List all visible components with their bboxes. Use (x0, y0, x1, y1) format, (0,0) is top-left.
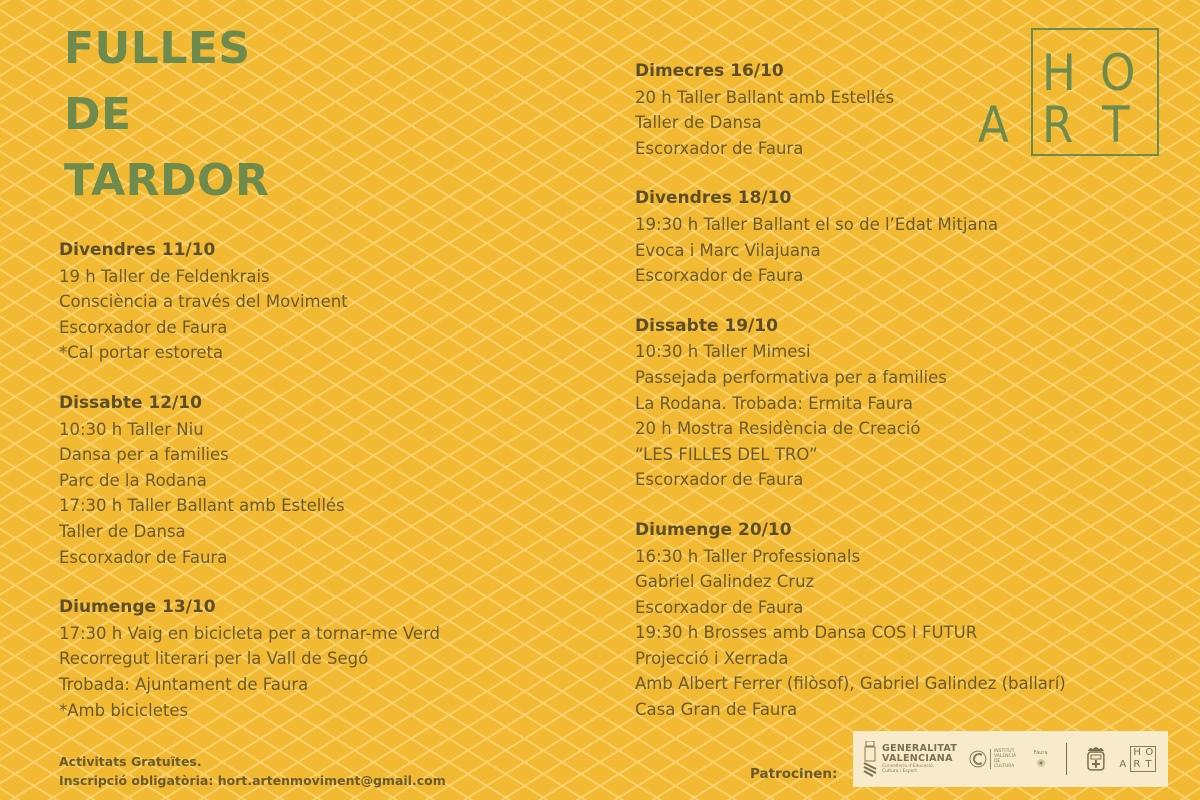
hort-art-small-logo (1118, 746, 1158, 772)
gv-sub-1: Conselleria d'Educació, (882, 764, 935, 769)
registration-text: Inscripció obligatòria: hort.artenmoviment@gmail.com (59, 773, 446, 788)
schedule-left-column (59, 238, 579, 748)
logo-letter-a: A (978, 96, 1009, 154)
logo-letter-h: H (1042, 44, 1076, 102)
event-line: *Cal portar estoreta (59, 343, 224, 363)
event-line: 19:30 h Taller Ballant el so de l’Edat Mitjana (635, 214, 999, 234)
day-block (635, 186, 1155, 288)
day-title: Dissabte 19/10 (635, 315, 778, 336)
event-line: Parc de la Rodana (59, 470, 207, 490)
event-line: Escorxador de Faura (59, 317, 228, 337)
event-line: 20 h Mostra Residència de Creació (635, 419, 921, 439)
faura-logo-text: Faura (1033, 750, 1048, 756)
event-line: Escorxador de Faura (635, 597, 804, 617)
sponsor-divider (1066, 743, 1067, 775)
event-line: 17:30 h Taller Ballant amb Estellés (59, 496, 345, 516)
schedule-right-column (635, 59, 1155, 748)
event-line: *Amb bicicletes (59, 700, 189, 720)
logo-letter-t: T (1102, 96, 1130, 154)
day-title: Divendres 18/10 (635, 188, 792, 209)
event-line: Escorxador de Faura (635, 266, 804, 286)
gv-sub-2: Cultura i Esport (882, 769, 917, 774)
free-activities-text: Activitats Gratuïtes. (59, 754, 202, 769)
event-line: 19 h Taller de Feldenkrais (59, 266, 270, 286)
event-line: Casa Gran de Faura (635, 700, 798, 720)
event-line: “LES FILLES DEL TRO” (635, 444, 818, 464)
day-block (59, 391, 579, 570)
event-line: 17:30 h Vaig en bicicleta per a tornar-me Verd (59, 623, 441, 643)
footer-note (59, 752, 446, 790)
coat-of-arms-icon (863, 741, 877, 777)
day-title: Diumenge 13/10 (59, 597, 216, 618)
gv-line-1: GENERALITAT (882, 743, 958, 754)
event-line: Amb Albert Ferrer (filòsof), Gabriel Galindez (ballarí) (635, 674, 1066, 694)
small-logo-t: T (1145, 759, 1152, 770)
event-line: 10:30 h Taller Mimesi (635, 342, 811, 362)
event-line: Evoca i Marc Vilajuana (635, 240, 821, 260)
event-line: Recorregut literari per la Vall de Segó (59, 649, 369, 669)
seal-icon (1036, 758, 1046, 768)
title-line-1: FULLES (64, 23, 251, 74)
event-line: 16:30 h Taller Professionals (635, 546, 861, 566)
event-line: La Rodana. Trobada: Ermita Faura (635, 393, 913, 413)
event-line: Passejada performativa per a families (635, 367, 947, 387)
event-line: Dansa per a families (59, 445, 229, 465)
ivc-globe-icon (969, 750, 987, 768)
day-block (59, 595, 579, 723)
day-block (635, 59, 1155, 161)
sponsor-logos-strip (853, 731, 1168, 787)
day-title: Divendres 11/10 (59, 240, 216, 260)
event-line: 20 h Taller Ballant amb Estellés (635, 87, 895, 107)
event-line: Taller de Dansa (59, 521, 186, 541)
generalitat-valenciana-logo (863, 741, 957, 777)
logo-letter-r: R (1042, 96, 1074, 154)
title-line-2: DE (64, 89, 132, 140)
day-title: Diumenge 20/10 (635, 519, 792, 540)
sponsors-label: Patrocinen: (750, 766, 838, 782)
gv-line-2: VALENCIANA (882, 753, 953, 764)
ivc-line-1: INSTITUT (993, 749, 1015, 754)
event-line: Consciència a través del Moviment (59, 292, 348, 312)
ivc-line-3: DE CULTURA (993, 759, 1015, 769)
day-block (59, 238, 579, 366)
logo-letter-o: O (1100, 44, 1136, 102)
day-title: Dimecres 16/10 (635, 61, 784, 81)
poster-title (64, 16, 269, 214)
event-line: Gabriel Galindez Cruz (635, 572, 815, 592)
small-logo-o: O (1145, 747, 1154, 758)
event-line: Escorxador de Faura (635, 470, 804, 490)
day-block (635, 518, 1155, 723)
day-block (635, 314, 1155, 493)
event-line: Taller de Dansa (635, 113, 762, 133)
event-line: 10:30 h Taller Niu (59, 419, 204, 439)
small-logo-a: A (1119, 759, 1127, 770)
event-line: Projecció i Xerrada (635, 648, 789, 668)
event-line: Escorxador de Faura (59, 547, 228, 567)
small-logo-h: H (1133, 747, 1141, 758)
day-title: Dissabte 12/10 (59, 392, 202, 413)
ivc-line-2: VALENCIÀ (993, 754, 1017, 759)
title-line-3: TARDOR (64, 155, 270, 206)
faura-small-logo (1034, 750, 1048, 768)
small-logo-r: R (1133, 759, 1141, 770)
event-line: 19:30 h Brosses amb Dansa COS I FUTUR (635, 623, 978, 643)
institut-valencia-cultura-logo (969, 749, 1022, 769)
event-line: Trobada: Ajuntament de Faura (59, 674, 309, 694)
event-line: Escorxador de Faura (635, 138, 804, 158)
faura-crest-icon (1085, 745, 1107, 773)
